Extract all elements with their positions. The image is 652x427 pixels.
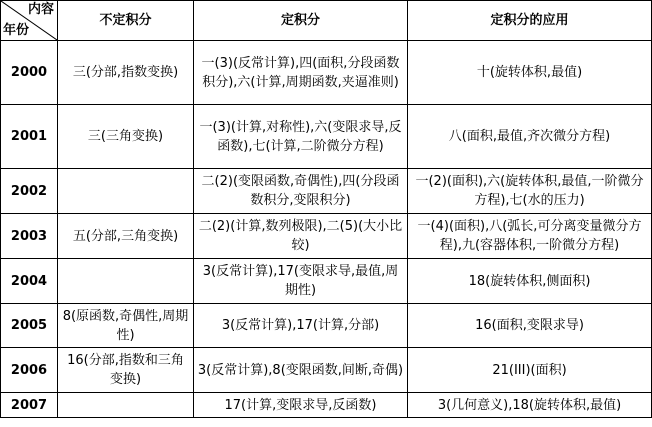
year-cell: 2005 xyxy=(1,304,58,348)
table-row xyxy=(1,169,652,214)
definite-cell: 二(2)(计算,数列极限),二(5)(大小比较) xyxy=(194,214,408,259)
indefinite-cell: 三(分部,指数变换) xyxy=(58,41,194,105)
table-row xyxy=(1,214,652,259)
year-cell: 2007 xyxy=(1,393,58,418)
indefinite-cell: 16(分部,指数和三角变换) xyxy=(58,348,194,393)
header-row xyxy=(1,1,652,41)
application-cell: 十(旋转体积,最值) xyxy=(408,41,652,105)
table-row xyxy=(1,348,652,393)
table-row xyxy=(1,105,652,169)
definite-cell: 3(反常计算),17(变限求导,最值,周期性) xyxy=(194,259,408,304)
column-header-application: 定积分的应用 xyxy=(408,1,652,41)
application-cell: 21(III)(面积) xyxy=(408,348,652,393)
definite-cell: 3(反常计算),8(变限函数,间断,奇偶) xyxy=(194,348,408,393)
year-cell: 2004 xyxy=(1,259,58,304)
table-row xyxy=(1,41,652,105)
definite-cell: 17(计算,变限求导,反函数) xyxy=(194,393,408,418)
year-cell: 2006 xyxy=(1,348,58,393)
indefinite-cell xyxy=(58,259,194,304)
indefinite-cell: 8(原函数,奇偶性,周期性) xyxy=(58,304,194,348)
year-cell: 2003 xyxy=(1,214,58,259)
corner-label-year: 年份 xyxy=(3,23,30,38)
indefinite-cell xyxy=(58,393,194,418)
application-cell: 一(4)(面积),八(弧长,可分离变量微分方程),九(容器体积,一阶微分方程) xyxy=(408,214,652,259)
application-cell: 3(几何意义),18(旋转体积,最值) xyxy=(408,393,652,418)
table-row xyxy=(1,304,652,348)
indefinite-cell: 五(分部,三角变换) xyxy=(58,214,194,259)
table-row xyxy=(1,393,652,418)
application-cell: 八(面积,最值,齐次微分方程) xyxy=(408,105,652,169)
corner-header-cell xyxy=(1,1,58,41)
column-header-indefinite: 不定积分 xyxy=(58,1,194,41)
application-cell: 16(面积,变限求导) xyxy=(408,304,652,348)
indefinite-cell: 三(三角变换) xyxy=(58,105,194,169)
application-cell: 一(2)(面积),六(旋转体积,最值,一阶微分方程),七(水的压力) xyxy=(408,169,652,214)
column-header-definite: 定积分 xyxy=(194,1,408,41)
table-row xyxy=(1,259,652,304)
year-cell: 2000 xyxy=(1,41,58,105)
definite-cell: 一(3)(计算,对称性),六(变限求导,反函数),七(计算,二阶微分方程) xyxy=(194,105,408,169)
application-cell: 18(旋转体积,侧面积) xyxy=(408,259,652,304)
corner-label-content: 内容 xyxy=(27,2,54,17)
year-cell: 2002 xyxy=(1,169,58,214)
indefinite-cell xyxy=(58,169,194,214)
definite-cell: 3(反常计算),17(计算,分部) xyxy=(194,304,408,348)
definite-cell: 一(3)(反常计算),四(面积,分段函数积分),六(计算,周期函数,夹逼准则) xyxy=(194,41,408,105)
definite-cell: 二(2)(变限函数,奇偶性),四(分段函数积分,变限积分) xyxy=(194,169,408,214)
year-cell: 2001 xyxy=(1,105,58,169)
